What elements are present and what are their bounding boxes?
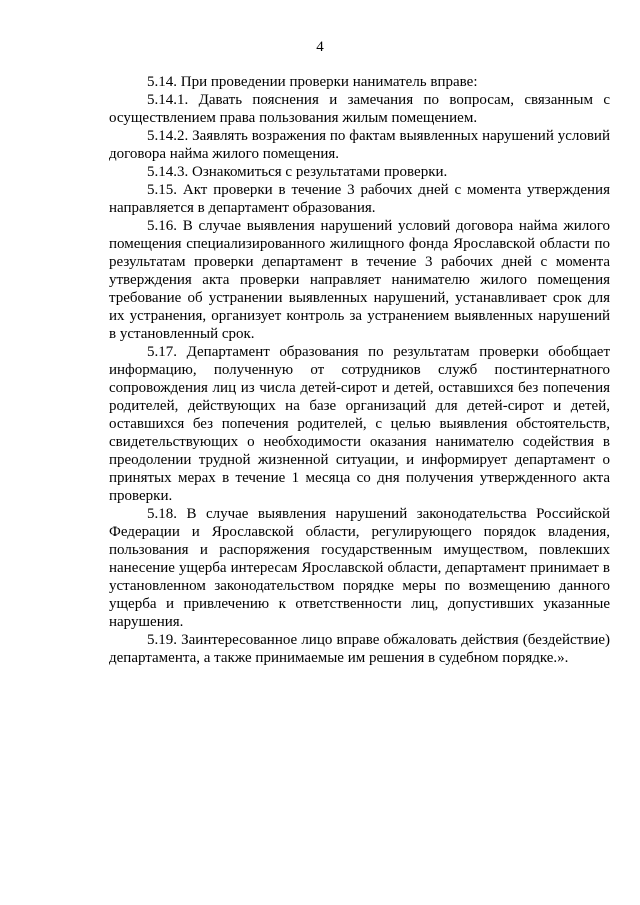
paragraph-5-18: 5.18. В случае выявления нарушений законодательства Российской Федерации и Ярославской области, регулирующего порядок владения, пользования и распоряжения государственным имуществом, повлекших нанесение ущерба интересам Ярославской области, департамент принимает в установленном законодательством порядке меры по возмещению данного ущерба и привлечению к ответственности лиц, допустивших указанные нарушения. — [109, 506, 610, 630]
paragraph-5-14: 5.14. При проведении проверки наниматель вправе: — [147, 74, 478, 90]
paragraph-5-14-1: 5.14.1. Давать пояснения и замечания по вопросам, связанным с осуществлением права пользования жилым помещением. — [109, 92, 610, 126]
paragraph-5-19: 5.19. Заинтересованное лицо вправе обжаловать действия (бездействие) департамента, а также принимаемые им решения в судебном порядке.». — [109, 632, 610, 666]
paragraph-5-14-2: 5.14.2. Заявлять возражения по фактам выявленных нарушений условий договора найма жилого помещения. — [109, 128, 610, 162]
paragraph-5-17: 5.17. Департамент образования по результатам проверки обобщает информацию, полученную от сотрудников служб постинтернатного сопровождения лиц из числа детей-сирот и детей, оставшихся без попечения родителей, действующих на базе организаций для детей-сирот и детей, оставшихся без попечения родителей, с целью выявления обстоятельств, свидетельствующих о необходимости оказания нанимателю содействия в преодолении трудной жизненной ситуации, и информирует департамент о принятых мерах в течение 1 месяца со дня получения утвержденного акта проверки. — [109, 344, 610, 504]
page-number: 4 — [316, 39, 324, 55]
paragraph-5-14-3: 5.14.3. Ознакомиться с результатами проверки. — [147, 164, 448, 180]
paragraph-5-16: 5.16. В случае выявления нарушений условий договора найма жилого помещения специализированного жилищного фонда Ярославской области по результатам проверки департамент в течение 3 рабочих дней с момента утверждения акта проверки направляет нанимателю жилого помещения требование об устранении выявленных нарушений, устанавливает срок для их устранения, организует контроль за устранением выявленных нарушений в установленный срок. — [109, 218, 610, 342]
document-body — [109, 73, 610, 667]
paragraph-5-15: 5.15. Акт проверки в течение 3 рабочих дней с момента утверждения направляется в департамент образования. — [109, 182, 610, 216]
